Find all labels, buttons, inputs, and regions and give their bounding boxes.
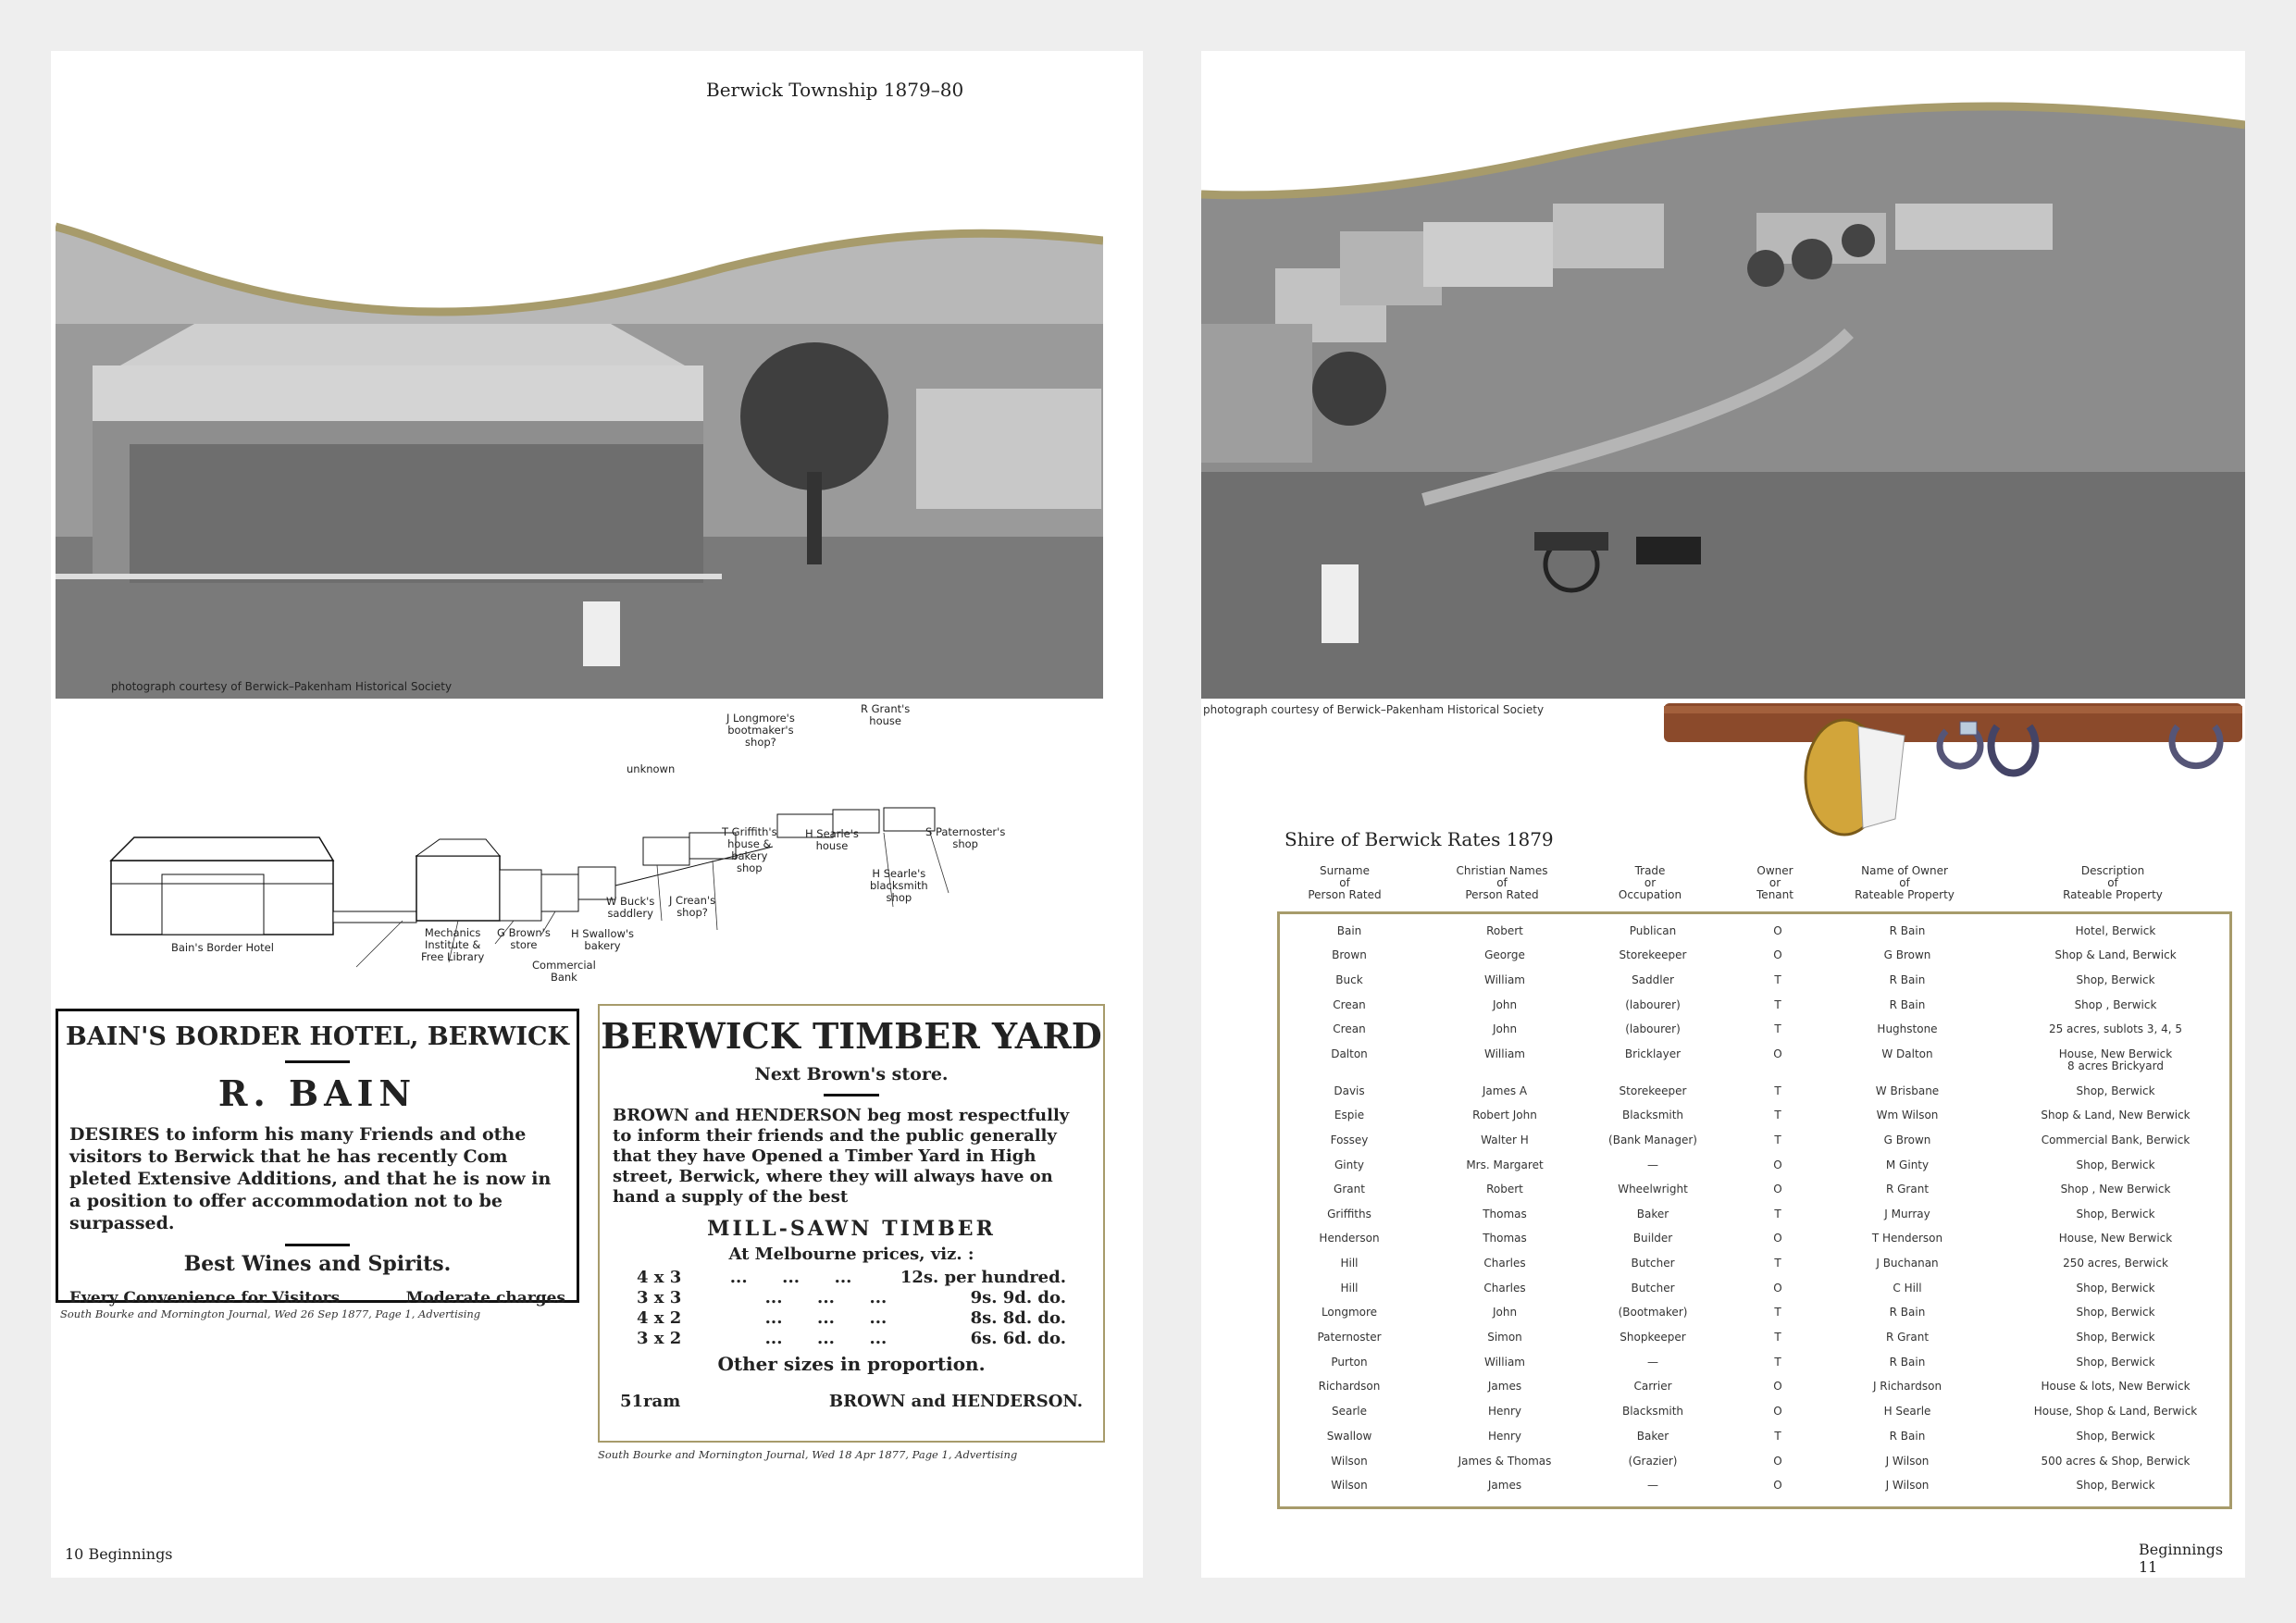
table-cell: Crean — [1333, 998, 1366, 1011]
table-cell: Ginty — [1334, 1158, 1365, 1171]
table-cell: (Bootmaker) — [1618, 1306, 1688, 1319]
bain-ad-footer-right: Moderate charges — [405, 1289, 565, 1307]
table-cell: G Brown — [1883, 1134, 1931, 1146]
table-cell: Brown — [1332, 948, 1367, 961]
table-cell: James — [1487, 1380, 1522, 1393]
table-cell: Builder — [1632, 1232, 1673, 1245]
col-owner-name: Name of Owner of Rateable Property — [1855, 864, 1955, 901]
table-cell: House, New Berwick 8 acres Brickyard — [2058, 1047, 2173, 1072]
timber-advert — [598, 1004, 1105, 1443]
table-cell: T Henderson — [1871, 1232, 1943, 1245]
table-cell: Bain — [1336, 924, 1362, 937]
tack-rail-illustration — [1664, 689, 2242, 837]
table-cell: Henderson — [1319, 1232, 1380, 1245]
table-cell: W Dalton — [1881, 1047, 1933, 1060]
table-cell: Hughstone — [1877, 1022, 1938, 1035]
right-page — [1201, 51, 2245, 1578]
hotel-photo — [56, 139, 1103, 699]
table-cell: T — [1774, 1084, 1781, 1097]
table-cell: Saddler — [1632, 973, 1674, 986]
table-cell: Robert — [1486, 1183, 1523, 1196]
table-cell: Wilson — [1331, 1479, 1368, 1492]
table-cell: Bricklayer — [1624, 1047, 1682, 1060]
table-cell: Shop, Berwick — [2076, 1356, 2155, 1369]
timber-ad-product: MILL-SAWN TIMBER — [707, 1217, 996, 1241]
table-cell: John — [1492, 1022, 1518, 1035]
table-cell: Paternoster — [1317, 1331, 1382, 1344]
table-cell: T — [1774, 1208, 1781, 1220]
table-cell: T — [1774, 1430, 1781, 1443]
label-hsearle-house: H Searle's house — [805, 827, 859, 852]
table-cell: William — [1484, 1047, 1525, 1060]
price-row: 3 x 2 ... ... ... 6s. 6d. do. — [637, 1329, 1066, 1348]
bain-ad-rule — [285, 1060, 350, 1063]
table-cell: O — [1773, 1479, 1782, 1492]
table-cell: O — [1773, 1405, 1782, 1418]
label-buck: W Buck's saddlery — [606, 895, 655, 920]
timber-ad-footer-right: BROWN and HENDERSON. — [828, 1392, 1083, 1411]
table-cell: R Bain — [1889, 1356, 1926, 1369]
label-crean: J Crean's shop? — [669, 894, 716, 919]
label-paternoster: S Paternoster's shop — [925, 825, 1006, 850]
table-cell: O — [1773, 1232, 1782, 1245]
table-cell: Shop & Land, Berwick — [2054, 948, 2177, 961]
price-row: 3 x 3 ... ... ... 9s. 9d. do. — [637, 1288, 1066, 1307]
table-cell: — — [1647, 1356, 1658, 1369]
bain-ad-heading: BAIN'S BORDER HOTEL, BERWICK — [66, 1022, 569, 1051]
table-cell: Charles — [1483, 1282, 1526, 1295]
label-unknown: unknown — [627, 762, 676, 775]
table-cell: Thomas — [1483, 1232, 1527, 1245]
table-cell: 25 acres, sublots 3, 4, 5 — [2048, 1022, 2183, 1035]
table-cell: Robert John — [1472, 1109, 1537, 1121]
right-folio: Beginnings 11 — [2139, 1541, 2224, 1576]
timber-ad-sub: Next Brown's store. — [754, 1064, 949, 1084]
table-cell: Crean — [1333, 1022, 1366, 1035]
table-cell: (labourer) — [1625, 998, 1681, 1011]
table-cell: J Murray — [1884, 1208, 1930, 1220]
table-cell: Shop, Berwick — [2076, 1084, 2155, 1097]
table-cell: Robert — [1486, 924, 1523, 937]
table-cell: Shopkeeper — [1620, 1331, 1686, 1344]
table-cell: T — [1774, 1257, 1781, 1270]
table-cell: Charles — [1483, 1257, 1526, 1270]
table-cell: Buck — [1335, 973, 1363, 986]
table-cell: (Grazier) — [1628, 1455, 1678, 1468]
table-cell: Thomas — [1483, 1208, 1527, 1220]
table-cell: Longmore — [1321, 1306, 1378, 1319]
table-cell: J Wilson — [1885, 1479, 1930, 1492]
table-cell: M Ginty — [1885, 1158, 1930, 1171]
right-photo-credit: photograph courtesy of Berwick–Pakenham Historical Society — [1203, 703, 1545, 716]
table-cell: James — [1487, 1479, 1522, 1492]
col-description: Description of Rateable Property — [2063, 864, 2163, 901]
table-cell: Wm Wilson — [1876, 1109, 1939, 1121]
table-cell: John — [1492, 1306, 1518, 1319]
table-cell: John — [1492, 998, 1518, 1011]
table-cell: Shop, Berwick — [2076, 1208, 2155, 1220]
table-cell: R Bain — [1889, 973, 1926, 986]
price-row: 4 x 2 ... ... ... 8s. 8d. do. — [637, 1308, 1066, 1328]
label-mechanics: Mechanics Institute & Free Library — [421, 926, 485, 963]
table-cell: H Searle — [1883, 1405, 1931, 1418]
table-cell: Blacksmith — [1621, 1109, 1684, 1121]
table-cell: James & Thomas — [1458, 1455, 1552, 1468]
table-cell: O — [1773, 1183, 1782, 1196]
table-cell: — — [1647, 1479, 1658, 1492]
table-cell: Publican — [1629, 924, 1677, 937]
label-grant: R Grant's house — [861, 702, 911, 727]
table-cell: House, Shop & Land, Berwick — [2033, 1405, 2198, 1418]
table-cell: Carrier — [1633, 1380, 1672, 1393]
table-cell: Shop, Berwick — [2076, 1306, 2155, 1319]
table-cell: T — [1774, 998, 1781, 1011]
col-trade: Trade or Occupation — [1618, 864, 1682, 901]
col-surname: Surname of Person Rated — [1308, 864, 1382, 901]
table-cell: O — [1773, 1282, 1782, 1295]
timber-ad-footer-left: 51ram — [620, 1392, 681, 1411]
table-cell: R Grant — [1885, 1331, 1930, 1344]
table-cell: Hill — [1340, 1282, 1359, 1295]
table-cell: (Bank Manager) — [1608, 1134, 1697, 1146]
table-cell: Wheelwright — [1618, 1183, 1688, 1196]
table-cell: O — [1773, 1047, 1782, 1060]
table-cell: G Brown — [1883, 948, 1931, 961]
left-page — [51, 51, 1143, 1578]
table-cell: Walter H — [1481, 1134, 1529, 1146]
table-cell: Shop, Berwick — [2076, 973, 2155, 986]
left-folio: 10 Beginnings — [65, 1545, 173, 1563]
table-cell: Shop , New Berwick — [2060, 1183, 2171, 1196]
timber-ad-rule — [824, 1094, 879, 1096]
bain-advert — [56, 1009, 579, 1307]
rates-table — [1277, 911, 2232, 1509]
table-cell: T — [1774, 1356, 1781, 1369]
table-cell: House & lots, New Berwick — [2041, 1380, 2191, 1393]
table-cell: House, New Berwick — [2058, 1232, 2173, 1245]
table-cell: Espie — [1334, 1109, 1365, 1121]
table-cell: Griffiths — [1327, 1208, 1371, 1220]
hotel-photo-drawing — [56, 139, 1103, 699]
timber-ad-prices-intro: At Melbourne prices, viz. : — [728, 1245, 974, 1264]
table-cell: O — [1773, 924, 1782, 937]
table-cell: W Brisbane — [1875, 1084, 1940, 1097]
table-cell: Grant — [1334, 1183, 1365, 1196]
table-cell: J Buchanan — [1876, 1257, 1939, 1270]
timber-ad-body: BROWN and HENDERSON beg most respectfully to inform their friends and the public generally that they have Opened a Timber Yard in High street, Berwick, where they will always have on hand a supply of the best — [613, 1106, 1070, 1207]
label-hsearle-smith: H Searle's blacksmith shop — [870, 867, 928, 904]
col-christian-names: Christian Names of Person Rated — [1456, 864, 1548, 901]
table-cell: Shop, Berwick — [2076, 1282, 2155, 1295]
table-cell: Searle — [1331, 1405, 1367, 1418]
table-cell: 500 acres & Shop, Berwick — [2041, 1455, 2191, 1468]
table-cell: (labourer) — [1625, 1022, 1681, 1035]
table-cell: Baker — [1636, 1430, 1669, 1443]
table-cell: Shop, Berwick — [2076, 1158, 2155, 1171]
table-cell: R Bain — [1889, 1430, 1926, 1443]
table-cell: 250 acres, Berwick — [2063, 1257, 2168, 1270]
table-cell: Richardson — [1318, 1380, 1381, 1393]
table-cell: Shop, Berwick — [2076, 1479, 2155, 1492]
table-cell: O — [1773, 948, 1782, 961]
table-cell: Dalton — [1331, 1047, 1368, 1060]
table-cell: Shop & Land, New Berwick — [2041, 1109, 2191, 1121]
table-cell: Henry — [1487, 1430, 1522, 1443]
rates-title: Shire of Berwick Rates 1879 — [1285, 828, 1554, 850]
table-cell: Blacksmith — [1621, 1405, 1684, 1418]
table-cell: T — [1774, 1109, 1781, 1121]
label-griffith: T Griffith's house & bakery shop — [722, 825, 777, 874]
timber-ad-other: Other sizes in proportion. — [717, 1353, 986, 1375]
timber-ad-heading: BERWICK TIMBER YARD — [601, 1015, 1102, 1057]
table-cell: Shop, Berwick — [2076, 1331, 2155, 1344]
table-cell: O — [1773, 1455, 1782, 1468]
table-cell: O — [1773, 1158, 1782, 1171]
table-cell: Henry — [1487, 1405, 1522, 1418]
table-cell: T — [1774, 1306, 1781, 1319]
table-cell: Fossey — [1330, 1134, 1369, 1146]
table-cell: Purton — [1331, 1356, 1368, 1369]
table-cell: — — [1647, 1158, 1658, 1171]
bain-ad-rule-2 — [285, 1244, 350, 1246]
bain-ad-body: DESIRES to inform his many Friends and othe visitors to Berwick that he has recently Com pleted Extensive Additions, and that he is now in a position to offer accommodation not to be surpassed. — [69, 1124, 552, 1233]
table-cell: Storekeeper — [1619, 1084, 1687, 1097]
table-cell: R Grant — [1885, 1183, 1930, 1196]
street-photo — [1201, 102, 2245, 699]
table-cell: O — [1773, 1380, 1782, 1393]
table-cell: Butcher — [1631, 1257, 1675, 1270]
rates-table-header — [1275, 865, 2228, 904]
table-cell: Butcher — [1631, 1282, 1675, 1295]
bain-ad-footer-left: Every Convenience for Visitors — [69, 1289, 341, 1307]
table-cell: George — [1484, 948, 1525, 961]
table-cell: R Bain — [1889, 998, 1926, 1011]
table-cell: J Richardson — [1872, 1380, 1942, 1393]
table-cell: Shop , Berwick — [2074, 998, 2157, 1011]
table-cell: William — [1484, 973, 1525, 986]
price-row: 4 x 3 ... ... ... 12s. per hundred. — [637, 1268, 1066, 1287]
table-cell: C Hill — [1893, 1282, 1922, 1295]
label-longmore: J Longmore's bootmaker's shop? — [726, 712, 795, 749]
table-cell: Hotel, Berwick — [2075, 924, 2156, 937]
bain-ad-name: R. BAIN — [217, 1072, 417, 1114]
table-cell: Davis — [1334, 1084, 1365, 1097]
table-cell: James A — [1482, 1084, 1528, 1097]
table-cell: William — [1484, 1356, 1525, 1369]
label-swallow: H Swallow's bakery — [571, 927, 635, 952]
street-photo-drawing — [1201, 102, 2245, 699]
table-cell: Baker — [1636, 1208, 1669, 1220]
table-cell: Storekeeper — [1619, 948, 1687, 961]
table-cell: Mrs. Margaret — [1466, 1158, 1544, 1171]
table-cell: T — [1774, 1134, 1781, 1146]
label-brown: G Brown's store — [497, 926, 551, 951]
table-cell: Commercial Bank, Berwick — [2041, 1134, 2191, 1146]
label-bains: Bain's Border Hotel — [171, 941, 274, 954]
table-cell: Hill — [1340, 1257, 1359, 1270]
table-cell: Swallow — [1326, 1430, 1372, 1443]
left-photo-credit: photograph courtesy of Berwick–Pakenham Historical Society — [111, 680, 453, 693]
timber-ad-source: South Bourke and Mornington Journal, Wed 18 Apr 1877, Page 1, Advertising — [598, 1448, 1018, 1461]
table-cell: Wilson — [1331, 1455, 1368, 1468]
bain-ad-wines: Best Wines and Spirits. — [183, 1252, 452, 1276]
col-owner-tenant: Owner or Tenant — [1756, 864, 1793, 901]
bain-ad-source: South Bourke and Mornington Journal, Wed 26 Sep 1877, Page 1, Advertising — [60, 1307, 481, 1320]
table-cell: R Bain — [1889, 1306, 1926, 1319]
table-cell: R Bain — [1889, 924, 1926, 937]
label-commercial: Commercial Bank — [532, 959, 596, 984]
table-cell: Simon — [1487, 1331, 1522, 1344]
table-cell: J Wilson — [1885, 1455, 1930, 1468]
left-page-title: Berwick Township 1879–80 — [706, 79, 964, 101]
table-cell: T — [1774, 973, 1781, 986]
table-cell: T — [1774, 1331, 1781, 1344]
table-cell: Shop, Berwick — [2076, 1430, 2155, 1443]
table-cell: T — [1774, 1022, 1781, 1035]
timber-ad-prices — [637, 1268, 1066, 1349]
